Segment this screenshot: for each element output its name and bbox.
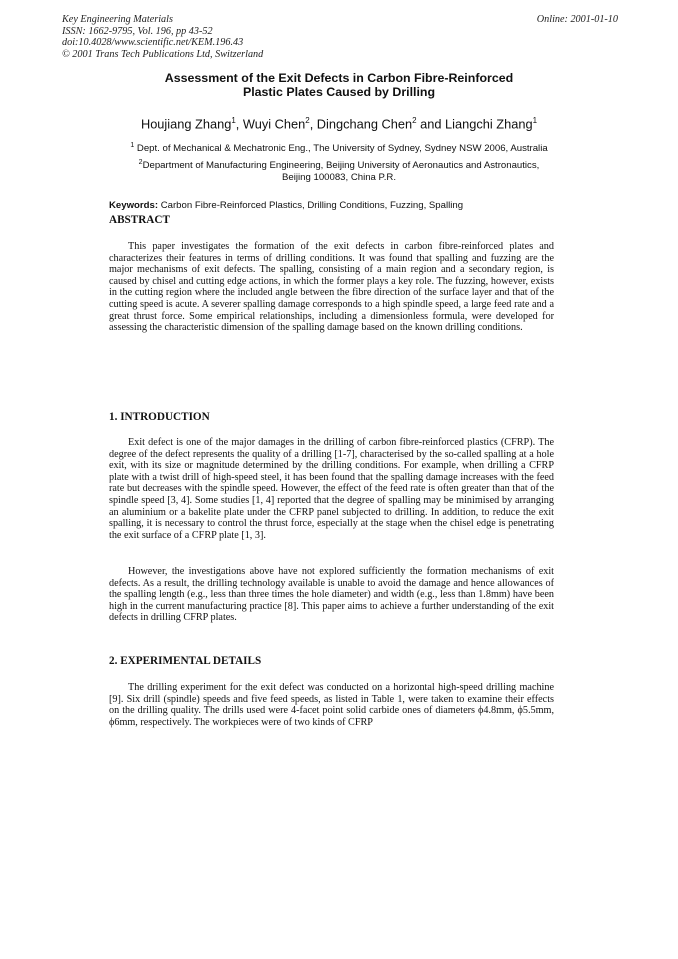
author-affiliation-mark: 1: [231, 116, 236, 125]
journal-name: Key Engineering Materials: [62, 14, 173, 25]
paper-title: [0, 71, 678, 99]
affiliation-text-line-2: Beijing 100083, China P.R.: [282, 171, 396, 183]
author-name: , Wuyi Chen: [235, 116, 306, 132]
copyright-line: © 2001 Trans Tech Publications Ltd, Switzerland: [62, 48, 264, 60]
affiliation-2: [0, 157, 678, 183]
abstract-heading: ABSTRACT: [109, 214, 170, 226]
title-line-2: Plastic Plates Caused by Drilling: [242, 85, 436, 99]
abstract-text: This paper investigates the formation of the exit defects in carbon fibre-reinforced plates and characterizes their features in terms of drilling conditions. It was found that spalling and fuzzing are the major mechanisms of exit defects. The spalling, consisting of a main region and a secondary region, is caused by chisel and cutting edge actions, in which the former plays a key role. The fuzzing, however, exists in the cutting region where the included angle between the fibre direction of the surface layer and that of the cutting speed is acute. A severer spalling damage corresponds to a high spindle speed, a large feed rate and a great thrust force. Some empirical relationships, including a dimensionless formula, were developed for assessing the characteristic dimension of the spalling damage based on the known drilling conditions.: [109, 241, 554, 334]
affiliation-mark: 2: [138, 159, 143, 166]
affiliation-1: [0, 140, 678, 155]
affiliation-mark: 1: [130, 142, 135, 149]
affiliation-text: Dept. of Mechanical & Mechatronic Eng., The University of Sydney, Sydney NSW 2006, Australia: [134, 143, 548, 155]
introduction-paragraph-1: Exit defect is one of the major damages in the drilling of carbon fibre-reinforced plastics (CFRP). The degree of the defect represents the quality of a drilling [1-7], characterised by the so-called spalling at a hole exit, with its size or magnitude determined by the drilling conditions. For example, when drilling a CFRP plate with a twist drill of high-speed steel, it has been found that the spalling damage increases with the feed rate but decreases with the spindle speed. However, the effect of the feed rate is often greater than that of the spindle speed [3, 4]. Some studies [1, 4] reported that the degree of spalling may be minimised by arranging an aluminium or a bakelite plate under the CFRP panel subjected to drilling. In addition, to reduce the exit spalling, it is necessary to control the thrust force, especially at the stage when the chisel edge is penetrating the exit surface of a CFRP plate [1, 3].: [109, 437, 554, 541]
title-line-1: Assessment of the Exit Defects in Carbon Fibre-Reinforced: [164, 71, 514, 85]
online-date: Online: 2001-01-10: [536, 14, 618, 25]
author-affiliation-mark: 2: [305, 116, 310, 125]
introduction-paragraph-2: However, the investigations above have not explored sufficiently the formation mechanisms of exit defects. As a result, the drilling technology available is unable to avoid the damage and hence allowances of the spalling length (e.g., less than three times the hole diameter) and width (e.g., less than 1.8mm) have been high in the current manufacturing practice [8]. This paper aims to achieve a further understanding of the exit defects in drilling CFRP plates.: [109, 566, 554, 624]
introduction-heading: 1. INTRODUCTION: [109, 411, 210, 423]
keywords: [109, 200, 463, 211]
author-affiliation-mark: 2: [412, 116, 417, 125]
experimental-paragraph-1: The drilling experiment for the exit defect was conducted on a horizontal high-speed drilling machine [9]. Six drill (spindle) speeds and five feed speeds, as listed in Table 1, were taken to examine their effects on the drilling quality. The drills used were 4-facet point solid carbide ones of diameters ϕ4.8mm, ϕ5.5mm, ϕ6mm, respectively. The workpieces were of two kinds of CFRP: [109, 682, 554, 728]
keywords-label: Keywords:: [109, 200, 159, 211]
author-name: Houjiang Zhang: [140, 116, 232, 132]
affiliation-text: Department of Manufacturing Engineering, Beijing University of Aeronautics and Astronautics,: [142, 160, 540, 172]
experimental-heading: 2. EXPERIMENTAL DETAILS: [109, 655, 262, 667]
doi-line: doi:10.4028/www.scientific.net/KEM.196.43: [62, 37, 244, 48]
keywords-text: Carbon Fibre-Reinforced Plastics, Drilling Conditions, Fuzzing, Spalling: [158, 200, 464, 211]
author-name: , Dingchang Chen: [309, 116, 413, 132]
author-name: and Liangchi Zhang: [416, 116, 533, 132]
journal-info: [62, 14, 263, 60]
author-list: [0, 116, 678, 131]
issn-line: ISSN: 1662-9795, Vol. 196, pp 43-52: [62, 25, 213, 37]
author-affiliation-mark: 1: [532, 116, 538, 125]
